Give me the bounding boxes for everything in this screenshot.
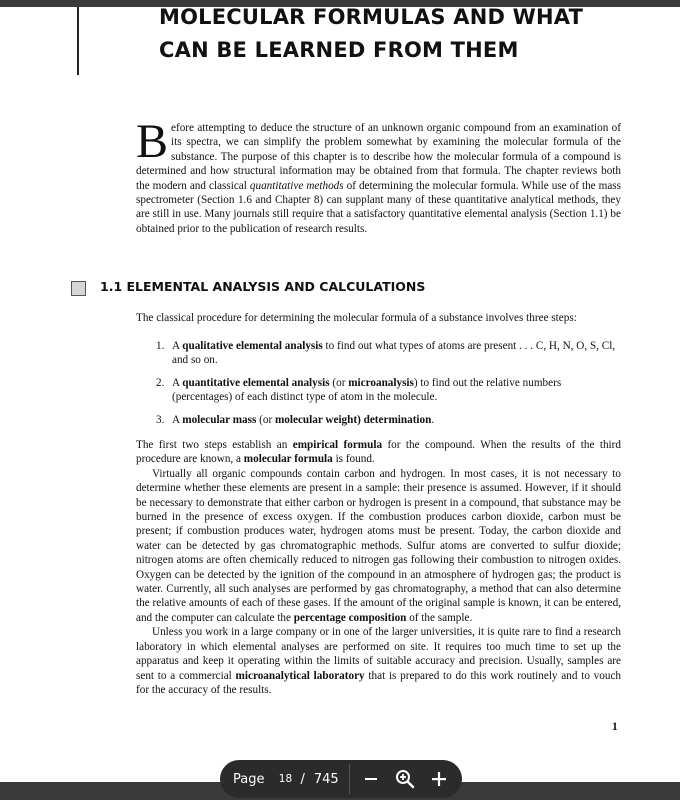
- plus-icon: [431, 771, 447, 787]
- magnifier-plus-icon: [395, 769, 415, 789]
- list-number: 1.: [156, 340, 165, 352]
- para-bold: percentage composition: [293, 611, 407, 624]
- intro-italic: quantitative methods: [249, 179, 344, 192]
- list-number: 3.: [156, 413, 165, 426]
- add-button[interactable]: [422, 764, 456, 794]
- step-text: to find out what types of atoms are present . . . C, H, N, O, S, Cl, and so on.: [172, 340, 616, 367]
- para-text: The first two steps establish an: [136, 439, 293, 451]
- list-item: [136, 376, 621, 405]
- zoom-out-button[interactable]: [354, 764, 388, 794]
- step-text: A: [172, 376, 183, 389]
- paragraph-combustion: [136, 467, 621, 625]
- step-text: A: [172, 413, 183, 426]
- list-item: [136, 339, 621, 368]
- paragraph-laboratory: [136, 625, 621, 697]
- step-bold: microanalysis: [348, 376, 414, 389]
- chapter-title-line-1: MOLECULAR FORMULAS AND WHAT: [159, 5, 584, 29]
- lead-paragraph: The classical procedure for determining the molecular formula of a substance involves three steps:: [136, 312, 577, 324]
- zoom-in-button[interactable]: [388, 764, 422, 794]
- para-bold: empirical formula: [292, 439, 383, 451]
- intro-paragraph: [136, 115, 621, 236]
- para-bold: molecular formula: [243, 453, 333, 466]
- section-marker-box: [71, 281, 86, 296]
- step-bold: molecular mass: [182, 413, 257, 426]
- minus-icon: [364, 772, 378, 786]
- document-page: [0, 7, 680, 782]
- step-text: ) to find out the relative numbers (percentages) of each distinct type of atom in the molecule.: [172, 376, 562, 404]
- chapter-title-line-2: CAN BE LEARNED FROM THEM: [159, 38, 519, 62]
- list-number: 2.: [156, 376, 165, 389]
- body-text: [136, 438, 621, 697]
- step-bold: qualitative elemental analysis: [182, 340, 323, 352]
- chapter-rule: [77, 7, 79, 75]
- page-label: Page: [233, 771, 265, 787]
- para-text: Unless you work in a large company or in one of the larger universities, it is quite rare to find a research laboratory in which elemental analyses are performed on site. It requires too much time to set up the apparatus and keep it operating within the limits of suitable accuracy and precision. Usually, samples are sent to a commercial: [136, 626, 621, 682]
- step-text: .: [431, 413, 435, 426]
- toolbar-divider: [349, 764, 350, 794]
- para-text: that is prepared to do this work routinely and to vouch for the accuracy of the results.: [136, 669, 622, 696]
- current-page-input[interactable]: [274, 769, 296, 789]
- step-bold: quantitative elemental analysis: [182, 376, 330, 389]
- list-item: [136, 413, 621, 427]
- steps-list: [136, 339, 621, 435]
- page-number: 1: [612, 721, 618, 733]
- intro-text-1: efore attempting to deduce the structure of an unknown organic compound from an examination of its spectra, we can simplify the problem somewhat by examining the molecular formula of the substance. The purpose of this chapter is to describe how the molecular formula of a compound is determined and how structural information may be obtained from that formula. The chapter reviews both the modern and classical: [136, 122, 621, 192]
- para-text: for the compound. When the results of the third procedure are known, a: [136, 439, 621, 466]
- paragraph-empirical: [136, 438, 621, 467]
- step-text: (or: [329, 376, 349, 389]
- para-text: Virtually all organic compounds contain carbon and hydrogen. In most cases, it is not necessary to determine whether these elements are present in a sample: their presence is assumed. However, if it should be necessary to demonstrate that either carbon or hydrogen is present in a compound, that substance may be burned in the presence of excess oxygen. If the combustion produces carbon dioxide, carbon must be present; if combustion produces water, hydrogen atoms must be present. Today, the carbon dioxide and water can be detected by gas chromatographic methods. Sulfur atoms are converted to sulfur dioxide; nitrogen atoms are often chemically reduced to nitrogen gas following their combustion to nitrogen oxides. Oxygen can be detected by the ignition of the compound in an atmosphere of hydrogen gas; the product is water. Currently, all such analyses are performed by gas chromatography, a method that can also determine the relative amounts of each of these gases. If the amount of the original sample is known, it can be entered, and the computer can calculate the: [136, 467, 621, 624]
- para-text: of the sample.: [406, 611, 473, 624]
- para-bold: microanalytical laboratory: [235, 669, 365, 682]
- step-text: (or: [256, 413, 275, 426]
- section-heading: 1.1 ELEMENTAL ANALYSIS AND CALCULATIONS: [100, 279, 426, 294]
- chapter-title: [159, 1, 659, 67]
- para-text: is found.: [332, 453, 375, 466]
- step-text: A: [172, 340, 183, 352]
- page-separator: /: [300, 771, 305, 787]
- drop-cap: B: [136, 115, 169, 168]
- step-bold: molecular weight) determination: [274, 413, 432, 426]
- intro-text-2: of determining the molecular formula. While use of the mass spectrometer (Section 1.6 and Chapter 8) can supplant many of these quantitative analytical methods, they are still in use. Many journals still require that a satisfactory quantitative elemental analysis (Section 1.1) be obtained prior to the publication of research results.: [136, 179, 621, 235]
- page-navigation-toolbar: [220, 760, 462, 798]
- total-pages: 745: [313, 771, 339, 787]
